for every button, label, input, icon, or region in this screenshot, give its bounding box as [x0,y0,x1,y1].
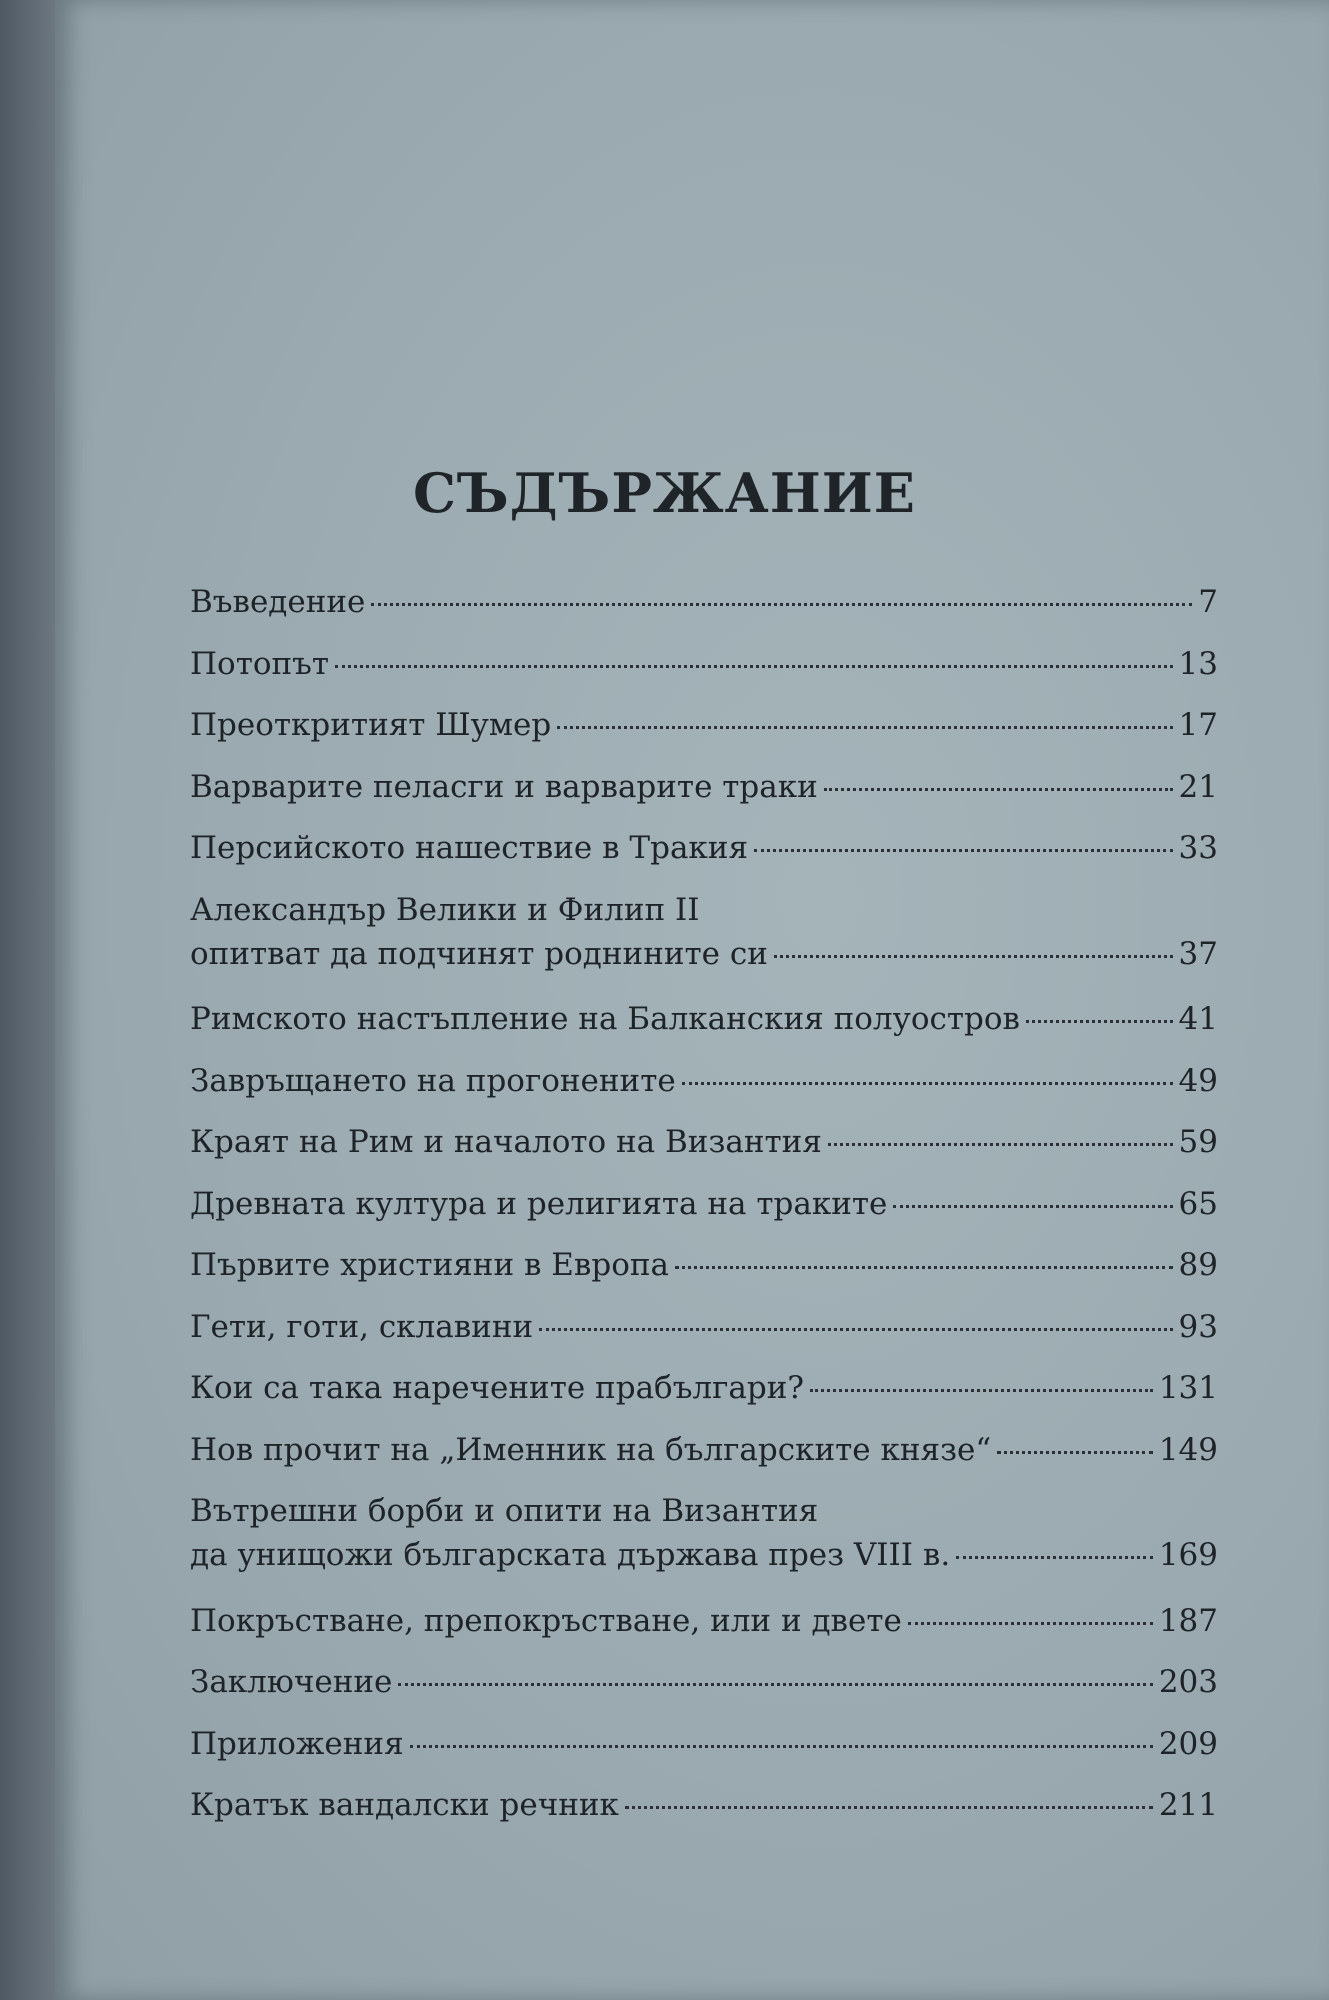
toc-entry-line [190,1489,1218,1533]
toc-page-number: 203 [1158,1664,1218,1700]
toc-entry [190,765,1218,809]
dot-leader [828,1143,1173,1146]
toc-entry-title: Покръстване, препокръстване, или и двете [190,1602,902,1639]
toc-entry [190,1182,1218,1226]
toc-entry-title: Варварите пеласги и варварите траки [190,768,818,805]
toc-page-number: 17 [1178,707,1218,743]
toc-entry [190,1059,1218,1103]
toc-entry-line [190,765,1218,809]
toc-page-number: 169 [1158,1537,1218,1573]
toc-entry [190,1120,1218,1164]
toc-entry [190,1599,1218,1643]
toc-entry-line [190,997,1218,1041]
toc-entry-title: Александър Велики и Филип II [190,891,700,928]
toc-page-number: 211 [1158,1787,1218,1823]
toc-entry-line [190,1660,1218,1704]
toc-entry-line [190,642,1218,686]
toc-page-number: 131 [1158,1370,1218,1406]
dot-leader [682,1082,1173,1085]
dot-leader [810,1389,1153,1392]
toc-page-number: 187 [1158,1602,1218,1639]
toc-entry-title: Вътрешни борби и опити на Византия [190,1493,819,1529]
toc-entry-line [190,1722,1218,1766]
page-spine-edge [0,0,55,2000]
toc-page-number: 59 [1178,1124,1218,1160]
dot-leader [956,1556,1153,1559]
toc-entry-title: Потопът [190,645,330,682]
toc-entry-title: Въведение [190,584,366,620]
toc-entry-line [190,1366,1218,1410]
dot-leader [1026,1020,1173,1023]
dot-leader [410,1745,1153,1748]
dot-leader [824,788,1173,791]
toc-entry [190,1428,1218,1472]
toc-page-number: 149 [1158,1431,1218,1468]
toc-page-number: 89 [1178,1247,1218,1283]
toc-entry-title: опитват да подчинят роднините си [190,935,768,972]
toc-entry [190,580,1218,624]
dot-leader [908,1622,1153,1625]
toc-entry [190,1243,1218,1287]
toc-page-number: 7 [1198,584,1218,620]
toc-entry [190,1660,1218,1704]
toc-entry [190,997,1218,1041]
toc-entry-title: Нов прочит на „Именник на българските князе“ [190,1431,992,1468]
dot-leader [893,1205,1172,1208]
toc-entry-line [190,1428,1218,1472]
toc-entry-title: Древната култура и религията на траките [190,1185,888,1222]
toc-entry [190,1366,1218,1410]
toc-page-number: 93 [1178,1308,1218,1345]
toc-page-number: 41 [1178,1001,1218,1037]
toc-entry [190,1305,1218,1349]
dot-leader [754,849,1173,852]
toc-entry-line [190,1599,1218,1643]
toc-page-number: 49 [1178,1062,1218,1099]
toc-entry-line [190,888,1218,932]
toc-entry-title: Гети, готи, склавини [190,1308,534,1345]
toc-entry-title: Приложения [190,1725,404,1762]
toc-entry-line [190,1305,1218,1349]
toc-page-number: 33 [1178,830,1218,866]
dot-leader [335,665,1173,668]
toc-entry [190,703,1218,747]
toc-page-number: 37 [1178,935,1218,972]
toc-page-number: 21 [1178,768,1218,805]
toc-entry [190,642,1218,686]
toc-entry-line [190,580,1218,624]
toc-page-number: 65 [1178,1185,1218,1222]
toc-entry-line [190,932,1218,976]
dot-leader [557,726,1172,729]
dot-leader [675,1266,1173,1269]
toc-entry [190,1722,1218,1766]
toc-entry-title: да унищожи българската държава през VIII в. [190,1537,951,1573]
toc-entry-title: Заключение [190,1664,393,1700]
toc-entry-line [190,1120,1218,1164]
toc-entry-line [190,1533,1218,1577]
toc-entry-title: Римското настъпление на Балканския полуостров [190,1001,1020,1037]
toc-entry-line [190,1059,1218,1103]
toc-entry-line [190,1783,1218,1827]
toc-entry-title: Кратък вандалски речник [190,1787,619,1823]
dot-leader [625,1806,1153,1809]
toc-entry-title: Преоткритият Шумер [190,707,552,743]
toc-entry [190,888,1218,976]
dot-leader [774,955,1173,958]
page-title: СЪДЪРЖАНИЕ [413,461,916,526]
toc-entry-title: Кои са така наречените прабългари? [190,1370,804,1406]
toc-entry-title: Персийското нашествие в Тракия [190,830,749,866]
toc-entry-line [190,826,1218,870]
dot-leader [398,1683,1152,1686]
toc-entry [190,1783,1218,1827]
toc-entry-line [190,703,1218,747]
toc-entry-title: Завръщането на прогонените [190,1062,676,1099]
toc-entry-line [190,1243,1218,1287]
toc-entry [190,1489,1218,1577]
toc-page-number: 13 [1178,645,1218,682]
dot-leader [997,1451,1153,1454]
toc-entry-title: Краят на Рим и началото на Византия [190,1124,822,1160]
toc-entry [190,826,1218,870]
dot-leader [371,603,1192,606]
toc-page-number: 209 [1158,1725,1218,1762]
toc-entry-line [190,1182,1218,1226]
dot-leader [539,1328,1172,1331]
toc-entry-title: Първите християни в Европа [190,1247,670,1283]
